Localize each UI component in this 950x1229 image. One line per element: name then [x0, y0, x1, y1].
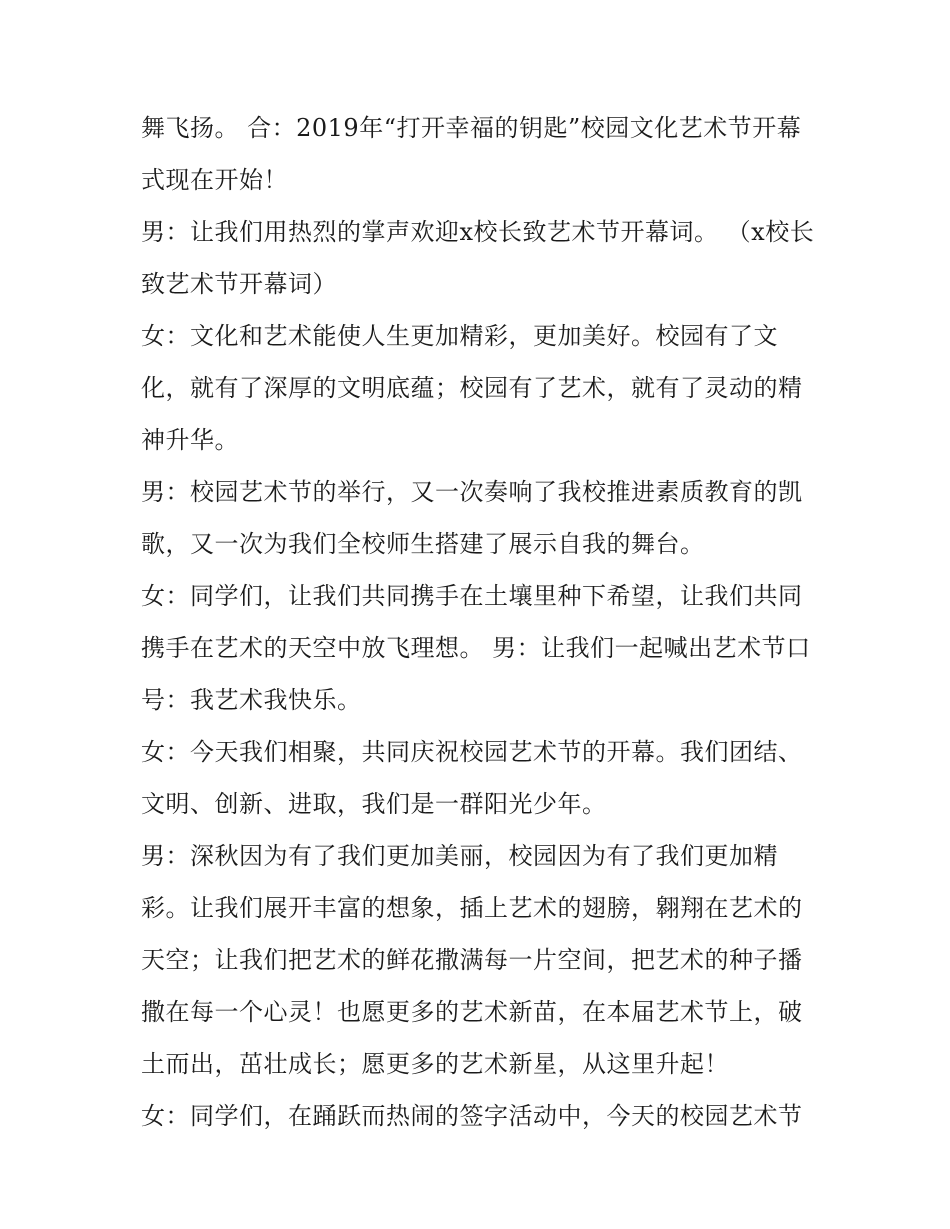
paragraph-1: 舞飞扬。 合：2019年“打开幸福的钥匙”校园文化艺术节开幕式现在开始！ [141, 114, 802, 194]
paragraph-5: 女：同学们，让我们共同携手在土壤里种下希望，让我们共同携手在艺术的天空中放飞理想。 男：让我们一起喊出艺术节口号：我艺术我快乐。 [141, 582, 811, 714]
paragraph-6: 女：今天我们相聚，共同庆祝校园艺术节的开幕。我们团结、文明、创新、进取，我们是一群阳光少年。 [141, 738, 803, 818]
paragraph-8: 女：同学们，在踊跃而热闹的签字活动中，今天的校园艺术节 [141, 1102, 803, 1130]
document-body [141, 102, 821, 1142]
paragraph-2: 男：让我们用热烈的掌声欢迎x校长致艺术节开幕词。 （x校长致艺术节开幕词） [141, 218, 815, 298]
paragraph-7: 男：深秋因为有了我们更加美丽，校园因为有了我们更加精彩。让我们展开丰富的想象，插上艺术的翅膀，翱翔在艺术的天空；让我们把艺术的鲜花撒满每一片空间，把艺术的种子播撒在每一个心灵！也愿更多的艺术新苗，在本届艺术节上，破土而出，茁壮成长；愿更多的艺术新星，从这里升起！ [141, 842, 803, 1078]
paragraph-3: 女：文化和艺术能使人生更加精彩，更加美好。校园有了文化，就有了深厚的文明底蕴；校园有了艺术，就有了灵动的精神升华。 [141, 322, 803, 454]
paragraph-4: 男：校园艺术节的举行，又一次奏响了我校推进素质教育的凯歌，又一次为我们全校师生搭建了展示自我的舞台。 [141, 478, 803, 558]
